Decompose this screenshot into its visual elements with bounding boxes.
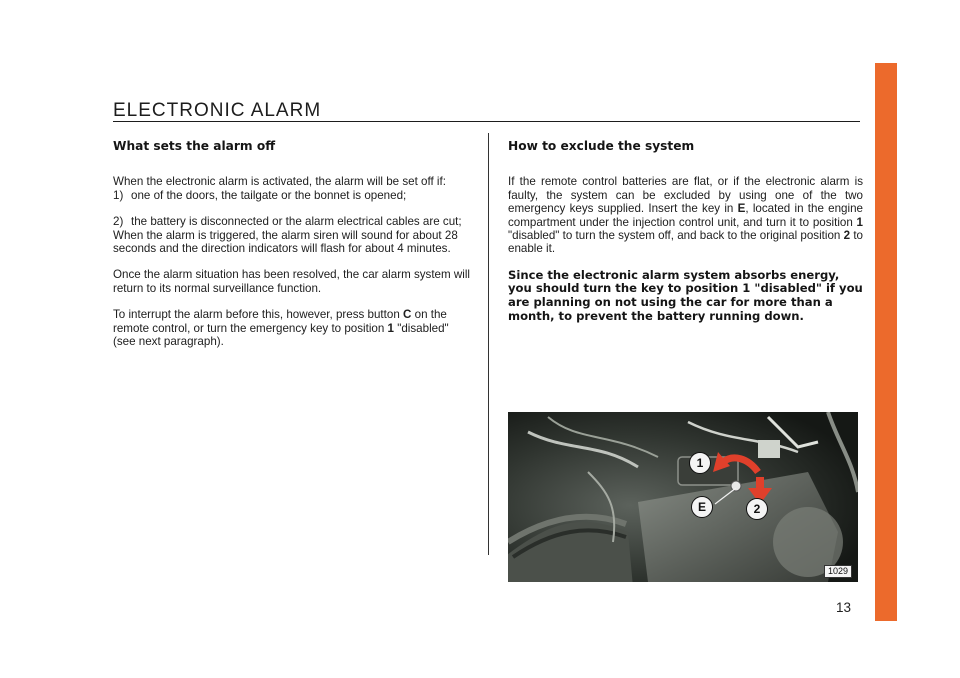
page-title: ELECTRONIC ALARM (113, 100, 322, 121)
triggered-text: When the alarm is triggered, the alarm siren will sound for about 28 seconds and the direction indicators will flash for about 4 minutes. (113, 228, 458, 256)
button-c-label: C (403, 308, 412, 322)
left-heading: What sets the alarm off (113, 139, 276, 153)
title-rule (113, 121, 860, 122)
exclude-p3: "disabled" to turn the system off, and back to the original position (508, 229, 841, 243)
exclude-p4: to enable it. (508, 229, 863, 256)
exclude-text (508, 175, 863, 255)
key-e-label: E (737, 202, 746, 216)
column-divider (488, 133, 489, 555)
list-text: the battery is disconnected or the alarm electrical cables are cut; (131, 215, 462, 229)
battery-warning: Since the electronic alarm system absorbs energy, you should turn the key to position 1 "disabled" if you are planning on not using the car for more than a month, to prevent the battery running down. (508, 267, 863, 323)
interrupt-middle: on the remote control, or turn the emergency key to position (113, 308, 447, 335)
left-column (113, 140, 473, 348)
exclude-p1: If the remote control batteries are flat, or if the electronic alarm is faulty, the system can be excluded by using one of the two emergency keys supplied. Insert the key in (508, 175, 863, 216)
list-item (113, 189, 473, 202)
position-1-label: 1 (387, 321, 394, 335)
list-number: 2) (113, 215, 124, 229)
engine-illustration (508, 412, 858, 582)
page-number: 13 (836, 600, 852, 615)
callout-1: 1 (689, 452, 711, 474)
resolved-text: Once the alarm situation has been resolved, the car alarm system will return to its normal surveillance function. (113, 268, 470, 295)
exclude-p2: , located in the engine compartment under the injection control unit, and turn it to position (508, 202, 863, 229)
list-text: one of the doors, the tailgate or the bonnet is opened; (131, 188, 407, 202)
position-2-label: 2 (843, 229, 851, 243)
list-item (113, 215, 473, 228)
list-number: 1) (113, 188, 124, 202)
interrupt-before: To interrupt the alarm before this, however, press button (113, 308, 400, 322)
right-heading: How to exclude the system (508, 139, 695, 153)
callout-2: 2 (746, 498, 768, 520)
right-column (508, 140, 863, 323)
interrupt-text (113, 308, 473, 348)
section-tab (875, 63, 897, 621)
interrupt-after: "disabled" (see next paragraph). (113, 321, 449, 349)
engine-compartment-photo (508, 412, 858, 582)
figure-ref: 1029 (824, 565, 852, 578)
intro-text: When the electronic alarm is activated, the alarm will be set off if: (113, 175, 446, 189)
position-1-label: 1 (856, 215, 863, 229)
callout-e: E (691, 496, 713, 518)
